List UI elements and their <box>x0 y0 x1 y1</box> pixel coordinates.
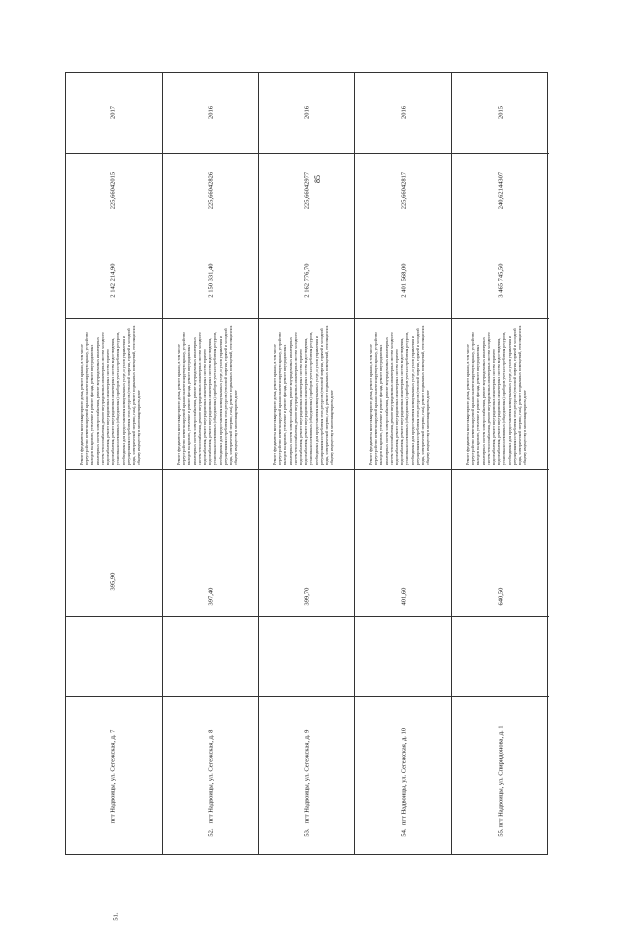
year: 2015 <box>497 106 505 119</box>
year: 2016 <box>207 106 215 119</box>
address: пгт Надвоицы, ул. Сегежская, д. 8 <box>207 729 215 824</box>
works-description: Ремонт фундамента многоквартирного дома, ремонт крыши, в том числе переустройство невентилируемой крыши на вентилируемую крышу, устройство выходов на кровлю, утепление и ремонт фасада, ремонт внутридомовых инженерных систем электроснабжения, ремонт внутридомовых инженерных систем теплоснабжения, ремонт внутридомовых инженерных систем холодного водоснабжения, ремонт внутридомовых инженерных систем горячего водоснабжения, ремонт внутридомовых инженерных систем водоотведения, установка коллективных (общедомовых) приборов учета потребления ресурсов, необходимых для предоставления коммунальных услуг, и узлов управления и регулирования потребления этих ресурсов (тепловой энергии, горячей и холодной воды, электрической энергии, газа), ремонт подвальных помещений, относящихся к общему имуществу в многоквартирном доме <box>273 325 335 465</box>
year: 2017 <box>109 106 117 119</box>
area: 395,90 <box>109 572 117 591</box>
area: 640,50 <box>497 587 505 606</box>
row-number: 55. <box>497 828 505 837</box>
unit-cost: 240,62144307 <box>497 171 505 210</box>
table-row <box>355 73 452 854</box>
works-description: Ремонт фундамента многоквартирного дома, ремонт крыши, в том числе переустройство невентилируемой крыши на вентилируемую крышу, устройство выходов на кровлю, утепление и ремонт фасада, ремонт внутридомовых инженерных систем электроснабжения, ремонт внутридомовых инженерных систем теплоснабжения, ремонт внутридомовых инженерных систем холодного водоснабжения, ремонт внутридомовых инженерных систем горячего водоснабжения, ремонт внутридомовых инженерных систем водоотведения, установка коллективных (общедомовых) приборов учета потребления ресурсов, необходимых для предоставления коммунальных услуг, и узлов управления и регулирования потребления этих ресурсов (тепловой энергии, горячей и холодной воды, электрической энергии, газа), ремонт подвальных помещений, относящихся к общему имуществу в многоквартирном доме <box>466 325 528 465</box>
row-number: 52. <box>207 828 215 837</box>
unit-cost: 225,66042817 <box>400 171 408 210</box>
total-cost: 2 150 331,40 <box>207 263 215 298</box>
total-cost: 2 142 214,90 <box>109 263 117 298</box>
area: 399,70 <box>303 587 311 606</box>
row-number: 51. <box>112 912 120 921</box>
area: 397,40 <box>207 587 215 606</box>
works-description: Ремонт фундамента многоквартирного дома, ремонт крыши, в том числе переустройство невентилируемой крыши на вентилируемую крышу, устройство выходов на кровлю, утепление и ремонт фасада, ремонт внутридомовых инженерных систем электроснабжения, ремонт внутридомовых инженерных систем теплоснабжения, ремонт внутридомовых инженерных систем холодного водоснабжения, ремонт внутридомовых инженерных систем горячего водоснабжения, ремонт внутридомовых инженерных систем водоотведения, установка коллективных (общедомовых) приборов учета потребления ресурсов, необходимых для предоставления коммунальных услуг, и узлов управления и регулирования потребления этих ресурсов (тепловой энергии, горячей и холодной воды, электрической энергии, газа), ремонт подвальных помещений, относящихся к общему имуществу в многоквартирном доме <box>369 325 431 465</box>
total-cost: 3 465 745,50 <box>497 263 505 298</box>
table-row <box>452 73 549 854</box>
row-number: 53. <box>303 828 311 837</box>
table-row <box>66 73 163 921</box>
works-description: Ремонт фундамента многоквартирного дома, ремонт крыши, в том числе переустройство невентилируемой крыши на вентилируемую крышу, устройство выходов на кровлю, утепление и ремонт фасада, ремонт внутридомовых инженерных систем электроснабжения, ремонт внутридомовых инженерных систем теплоснабжения, ремонт внутридомовых инженерных систем холодного водоснабжения, ремонт внутридомовых инженерных систем горячего водоснабжения, ремонт внутридомовых инженерных систем водоотведения, установка коллективных (общедомовых) приборов учета потребления ресурсов, необходимых для предоставления коммунальных услуг, и узлов управления и регулирования потребления этих ресурсов (тепловой энергии, горячей и холодной воды, электрической энергии, газа), ремонт подвальных помещений, относящихся к общему имуществу в многоквартирном доме <box>177 325 239 465</box>
address: пгт Надвоицы, ул. Спиридонова, д. 1 <box>497 725 505 828</box>
row-number: 54. <box>400 828 408 837</box>
total-cost: 2 162 776,70 <box>303 263 311 298</box>
address: пгт Надвоицы, ул. Сегежская, д. 7 <box>109 729 117 824</box>
works-table <box>65 72 548 921</box>
table-row <box>259 73 355 854</box>
address: пгт Надвоицы, ул. Сегежская, д. 10 <box>400 727 408 826</box>
area: 401,60 <box>400 587 408 606</box>
address: пгт Надвоицы, ул. Сегежская, д. 9 <box>303 729 311 824</box>
works-description: Ремонт фундамента многоквартирного дома, ремонт крыши, в том числе переустройство невентилируемой крыши на вентилируемую крышу, устройство выходов на кровлю, утепление и ремонт фасада, ремонт внутридомовых инженерных систем электроснабжения, ремонт внутридомовых инженерных систем теплоснабжения, ремонт внутридомовых инженерных систем холодного водоснабжения, ремонт внутридомовых инженерных систем горячего водоснабжения, ремонт внутридомовых инженерных систем водоотведения, установка коллективных (общедомовых) приборов учета потребления ресурсов, необходимых для предоставления коммунальных услуг, и узлов управления и регулирования потребления этих ресурсов (тепловой энергии, горячей и холодной воды, электрической энергии, газа), ремонт подвальных помещений, относящихся к общему имуществу в многоквартирном доме <box>80 325 142 465</box>
table-row <box>163 73 259 854</box>
unit-cost: 225,66042015 <box>109 171 117 210</box>
page-number: 85 <box>313 175 322 183</box>
year: 2016 <box>303 106 311 119</box>
year: 2016 <box>400 106 408 119</box>
unit-cost: 225,66042826 <box>207 171 215 210</box>
unit-cost: 225,66042977 <box>303 171 311 210</box>
total-cost: 2 401 568,00 <box>400 263 408 298</box>
